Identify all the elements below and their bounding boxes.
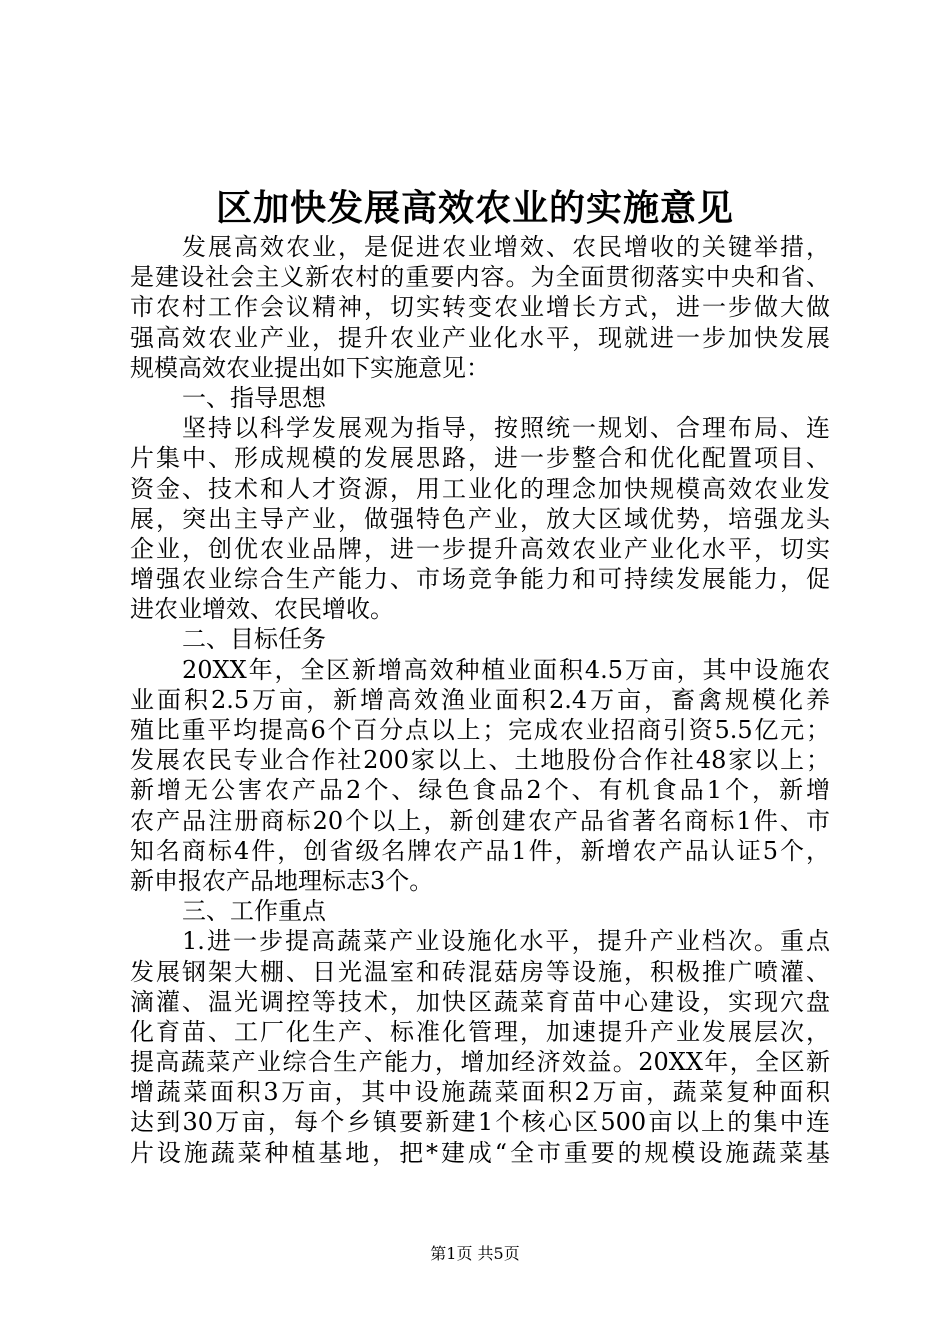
- text-line: 殖比重平均提高6个百分点以上；完成农业招商引资5.5亿元；: [130, 716, 830, 744]
- text-line: 片设施蔬菜种植基地，把*建成“全市重要的规模设施蔬菜基: [130, 1138, 830, 1167]
- text-line: 是建设社会主义新农村的重要内容。为全面贯彻落实中央和省、: [130, 263, 830, 292]
- text-line: 增强农业综合生产能力、市场竞争能力和可持续发展能力，促: [130, 565, 830, 594]
- text-line: 三、工作重点: [182, 897, 326, 926]
- text-line: 发展钢架大棚、日光温室和砖混菇房等设施，积极推广喷灌、: [130, 957, 830, 986]
- text-line: 农产品注册商标20个以上，新创建农产品省著名商标1件、市: [130, 806, 830, 835]
- text-line: 达到30万亩，每个乡镇要新建1个核心区500亩以上的集中连: [130, 1108, 830, 1137]
- text-line: 业面积2.5万亩，新增高效渔业面积2.4万亩，畜禽规模化养: [130, 685, 830, 714]
- document-title: 区加快发展高效农业的实施意见: [215, 187, 734, 229]
- text-line: 企业，创优农业品牌，进一步提升高效农业产业化水平，切实: [130, 534, 830, 563]
- text-line: 进农业增效、农民增收。: [130, 595, 394, 624]
- text-line: 20XX年，全区新增高效种植业面积4.5万亩，其中设施农: [182, 655, 830, 684]
- text-line: 片集中、形成规模的发展思路，进一步整合和优化配置项目、: [130, 444, 830, 473]
- text-line: 市农村工作会议精神，切实转变农业增长方式，进一步做大做: [130, 293, 830, 322]
- text-line: 资金、技术和人才资源，用工业化的理念加快规模高效农业发: [130, 474, 830, 503]
- page-footer: 第1页 共5页: [430, 1244, 520, 1263]
- text-line: 发展农民专业合作社200家以上、土地股份合作社48家以上；: [130, 746, 830, 775]
- text-line: 展，突出主导产业，做强特色产业，放大区域优势，培强龙头: [130, 504, 830, 533]
- text-line: 化育苗、工厂化生产、标准化管理，加速提升产业发展层次，: [130, 1017, 830, 1046]
- text-line: 滴灌、温光调控等技术，加快区蔬菜育苗中心建设，实现穴盘: [130, 987, 830, 1016]
- text-line: 1.进一步提高蔬菜产业设施化水平，提升产业档次。重点: [182, 927, 830, 956]
- text-line: 发展高效农业，是促进农业增效、农民增收的关键举措，: [182, 233, 830, 261]
- text-line: 提高蔬菜产业综合生产能力，增加经济效益。20XX年，全区新: [130, 1048, 830, 1077]
- text-line: 一、指导思想: [182, 383, 326, 412]
- text-line: 二、目标任务: [182, 625, 326, 654]
- text-line: 坚持以科学发展观为指导，按照统一规划、合理布局、连: [182, 414, 830, 443]
- text-line: 知名商标4件，创省级名牌农产品1件，新增农产品认证5个，: [130, 836, 830, 865]
- text-line: 新增无公害农产品2个、绿色食品2个、有机食品1个，新增: [130, 776, 830, 805]
- document-body: [130, 232, 830, 1168]
- text-line: 规模高效农业提出如下实施意见：: [130, 353, 490, 382]
- text-line: 强高效农业产业，提升农业产业化水平，现就进一步加快发展: [130, 323, 830, 352]
- text-line: 新申报农产品地理标志3个。: [130, 866, 434, 895]
- text-line: 增蔬菜面积3万亩，其中设施蔬菜面积2万亩，蔬菜复种面积: [130, 1078, 830, 1107]
